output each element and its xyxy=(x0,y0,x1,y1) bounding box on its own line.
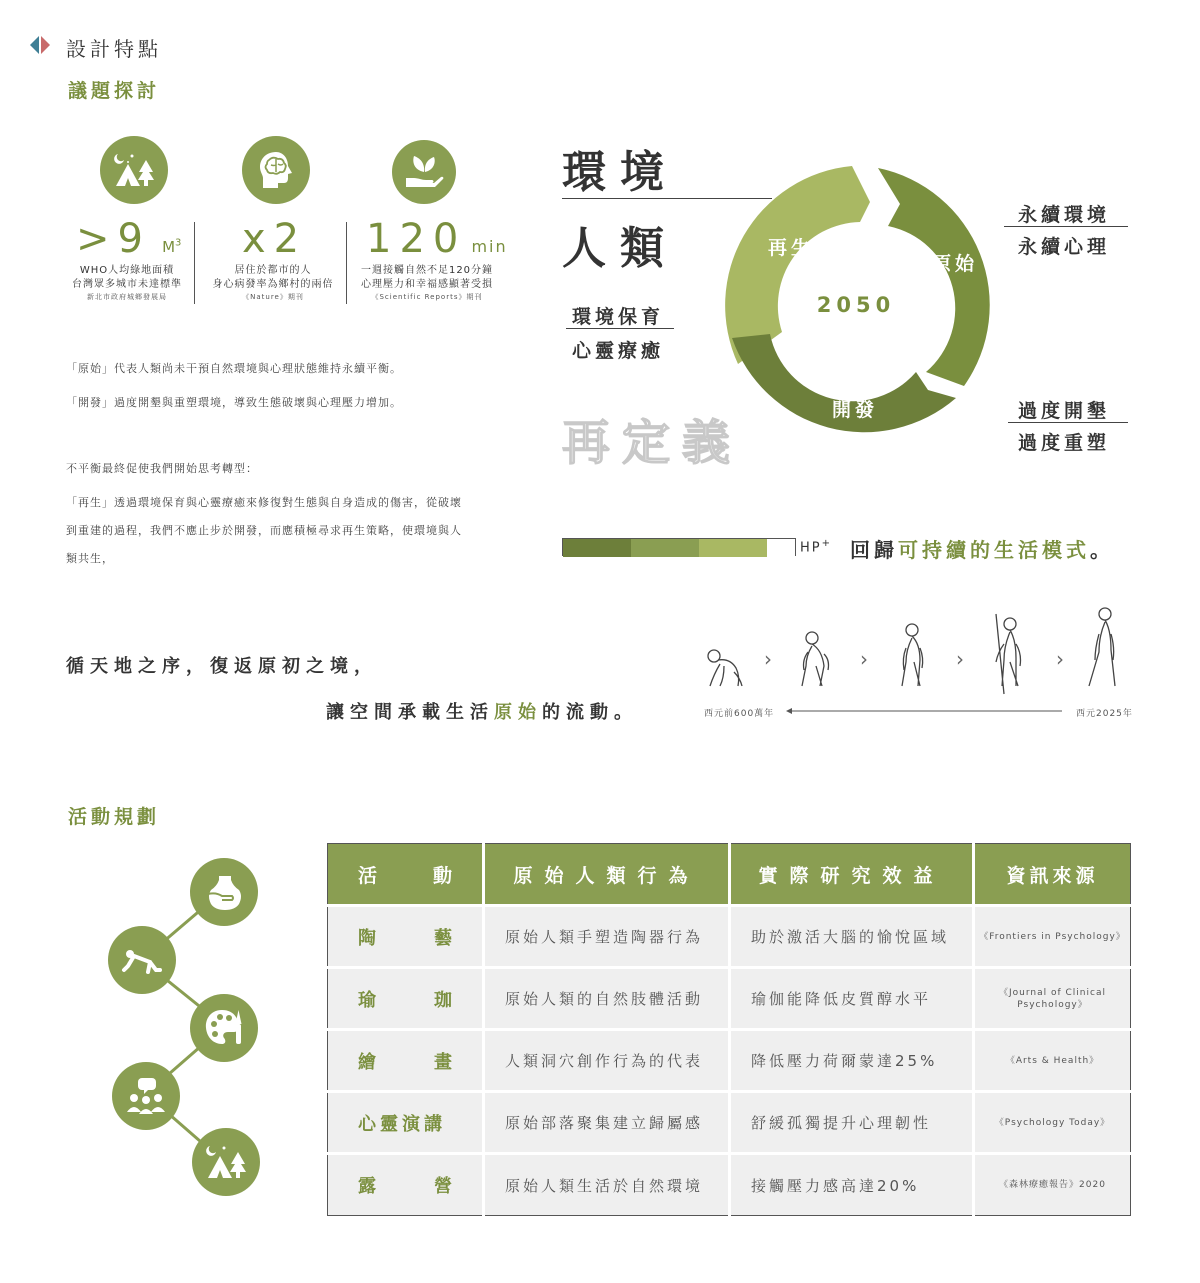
cycle-ring-chart xyxy=(710,160,1002,452)
paragraph-regen-2: 到重建的過程，我們不應止步於開發，而應積極尋求再生策略，使環境與人 xyxy=(66,524,462,537)
word-environment: 環境 xyxy=(562,147,678,198)
activity-benefit: 接觸壓力感高達20% xyxy=(730,1154,974,1216)
hp-label: HP+ xyxy=(800,538,833,556)
table-header: 原始人類行為 xyxy=(484,844,730,906)
segment-label-regen: 再生 xyxy=(768,237,815,259)
stat-unit: M xyxy=(162,238,176,256)
brain-icon xyxy=(242,136,310,204)
section-title-activities: 活動規劃 xyxy=(68,806,161,828)
table-header-char: 活 xyxy=(358,864,378,887)
hp-bar xyxy=(562,538,796,556)
stat-caption xyxy=(60,264,194,302)
activity-behavior: 人類洞穴創作行為的代表 xyxy=(484,1030,730,1092)
divider xyxy=(346,222,347,304)
diamond-logo-icon xyxy=(30,36,52,54)
activity-benefit: 降低壓力荷爾蒙達25% xyxy=(730,1030,974,1092)
stat-line: 台灣眾多城市未達標準 xyxy=(72,279,182,290)
stat-line: 心理壓力和幸福感顯著受損 xyxy=(361,279,493,290)
table-header xyxy=(328,844,484,906)
poem-line-2: 讓空間承載生活原始的流動。 xyxy=(326,702,638,723)
table-header-char: 動 xyxy=(432,864,452,887)
stat-green-area xyxy=(76,216,181,262)
page-title: 設計特點 xyxy=(66,37,162,61)
segment-label-origin: 原始 xyxy=(932,253,979,275)
camping-icon xyxy=(192,1128,260,1196)
divider-line xyxy=(1004,226,1128,227)
hp-segment xyxy=(563,539,631,557)
table-header-row xyxy=(328,844,1131,906)
early-human-icon xyxy=(996,614,1021,694)
activity-source: 《Frontiers in Psychology》 xyxy=(974,906,1131,968)
label-over-reshape: 過度重塑 xyxy=(1018,432,1111,454)
paragraph-regen-3: 類共生， xyxy=(66,552,114,565)
activity-behavior: 原始人類手塑造陶器行為 xyxy=(484,906,730,968)
pair-env-conservation: 環境保育 xyxy=(572,306,665,328)
activity-name: 瑜 珈 xyxy=(328,968,484,1030)
chevron-right-icon: › xyxy=(860,647,868,671)
chevron-right-icon: › xyxy=(764,647,772,671)
divider-line xyxy=(566,328,674,329)
ghost-redefine: 再定義 xyxy=(562,415,743,471)
activity-source: 《Journal of Clinical Psychology》 xyxy=(974,968,1131,1030)
center-year: 2050 xyxy=(816,293,896,317)
table-row xyxy=(328,1154,1131,1216)
modern-human-icon xyxy=(1089,608,1115,686)
divider xyxy=(194,222,195,304)
stat-value: 120 xyxy=(366,216,467,262)
stat-disease xyxy=(242,216,307,262)
ring-segment-origin xyxy=(878,168,990,386)
stat-unit: min xyxy=(471,237,508,256)
word-human: 人類 xyxy=(562,223,678,274)
motto: 回歸可持續的生活模式。 xyxy=(850,538,1114,562)
activity-name: 心靈演講 xyxy=(328,1092,484,1154)
ring-segment-regen xyxy=(725,166,870,364)
pair-mind-healing: 心靈療癒 xyxy=(572,340,665,362)
label-over-develop: 過度開墾 xyxy=(1018,400,1111,422)
stat-line: 一週接觸自然不足120分鐘 xyxy=(360,265,494,276)
activity-source: 《Arts & Health》 xyxy=(974,1030,1131,1092)
plant-hand-icon xyxy=(392,140,456,204)
ape-icon xyxy=(708,650,742,686)
stat-source: 《Nature》期刊 xyxy=(242,293,304,301)
paragraph-develop: 「開發」過度開墾與重塑環境，導致生態破壞與心理壓力增加。 xyxy=(66,396,402,409)
hominid-icon xyxy=(902,624,923,686)
label-sustain-env: 永續環境 xyxy=(1018,204,1111,226)
paragraph-origin: 「原始」代表人類尚未干預自然環境與心理狀態維持永續平衡。 xyxy=(66,362,402,375)
stat-line: 身心病發率為鄉村的兩倍 xyxy=(212,279,334,290)
table-row xyxy=(328,968,1131,1030)
activity-behavior: 原始部落聚集建立歸屬感 xyxy=(484,1092,730,1154)
activity-benefit: 舒緩孤獨提升心理韌性 xyxy=(730,1092,974,1154)
divider-line xyxy=(1008,422,1128,423)
activity-behavior: 原始人類生活於自然環境 xyxy=(484,1154,730,1216)
stat-source: 新北市政府城鄉發展局 xyxy=(87,293,167,301)
hp-segment-empty xyxy=(767,539,795,557)
segment-label-dev: 開發 xyxy=(832,399,879,421)
stat-source: 《Scientific Reports》期刊 xyxy=(371,293,483,301)
activity-name: 陶 藝 xyxy=(328,906,484,968)
activity-source: 《森林療癒報告》2020 xyxy=(974,1154,1131,1216)
early-hominid-icon xyxy=(802,632,829,686)
chevron-right-icon: › xyxy=(956,647,964,671)
label-sustain-mind: 永續心理 xyxy=(1018,236,1111,258)
stat-value: x2 xyxy=(242,216,308,262)
stat-caption xyxy=(200,264,346,302)
chevron-right-icon: › xyxy=(1056,647,1064,671)
hp-segment xyxy=(631,539,699,557)
table-header: 實際研究效益 xyxy=(730,844,974,906)
paragraph-regen-1: 「再生」透過環境保育與心靈療癒來修復對生態與自身造成的傷害，從破壞 xyxy=(66,496,462,509)
hp-segment xyxy=(699,539,767,557)
activity-name: 繪 畫 xyxy=(328,1030,484,1092)
stat-line: 居住於都市的人 xyxy=(234,265,312,276)
activity-name: 露 營 xyxy=(328,1154,484,1216)
stat-caption xyxy=(352,264,502,302)
timeline-start: 西元前600萬年 xyxy=(704,709,775,719)
poem-line-1: 循天地之序，復返原初之境， xyxy=(66,656,378,677)
stat-nature-time xyxy=(366,216,508,262)
evolution-figures xyxy=(700,600,1140,696)
activity-benefit: 助於激活大腦的愉悅區域 xyxy=(730,906,974,968)
pottery-icon xyxy=(190,858,258,926)
speech-icon xyxy=(112,1062,180,1130)
painting-icon xyxy=(190,994,258,1062)
timeline-end: 西元2025年 xyxy=(1076,709,1133,719)
activity-behavior: 原始人類的自然肢體活動 xyxy=(484,968,730,1030)
table-row xyxy=(328,906,1131,968)
timeline-arrow xyxy=(786,706,1062,716)
activities-table xyxy=(327,843,1131,1216)
paragraph-imbalance: 不平衡最終促使我們開始思考轉型： xyxy=(66,462,258,475)
stat-unit-sup: 3 xyxy=(175,237,182,249)
yoga-icon xyxy=(108,926,176,994)
table-row xyxy=(328,1030,1131,1092)
section-title-issues: 議題探討 xyxy=(68,80,161,102)
activity-source: 《Psychology Today》 xyxy=(974,1092,1131,1154)
stat-line: WHO人均綠地面積 xyxy=(79,265,175,276)
table-header: 資訊來源 xyxy=(974,844,1131,906)
activity-benefit: 瑜伽能降低皮質醇水平 xyxy=(730,968,974,1030)
stat-value: >9 xyxy=(76,216,151,262)
table-row xyxy=(328,1092,1131,1154)
camping-icon xyxy=(100,136,168,204)
